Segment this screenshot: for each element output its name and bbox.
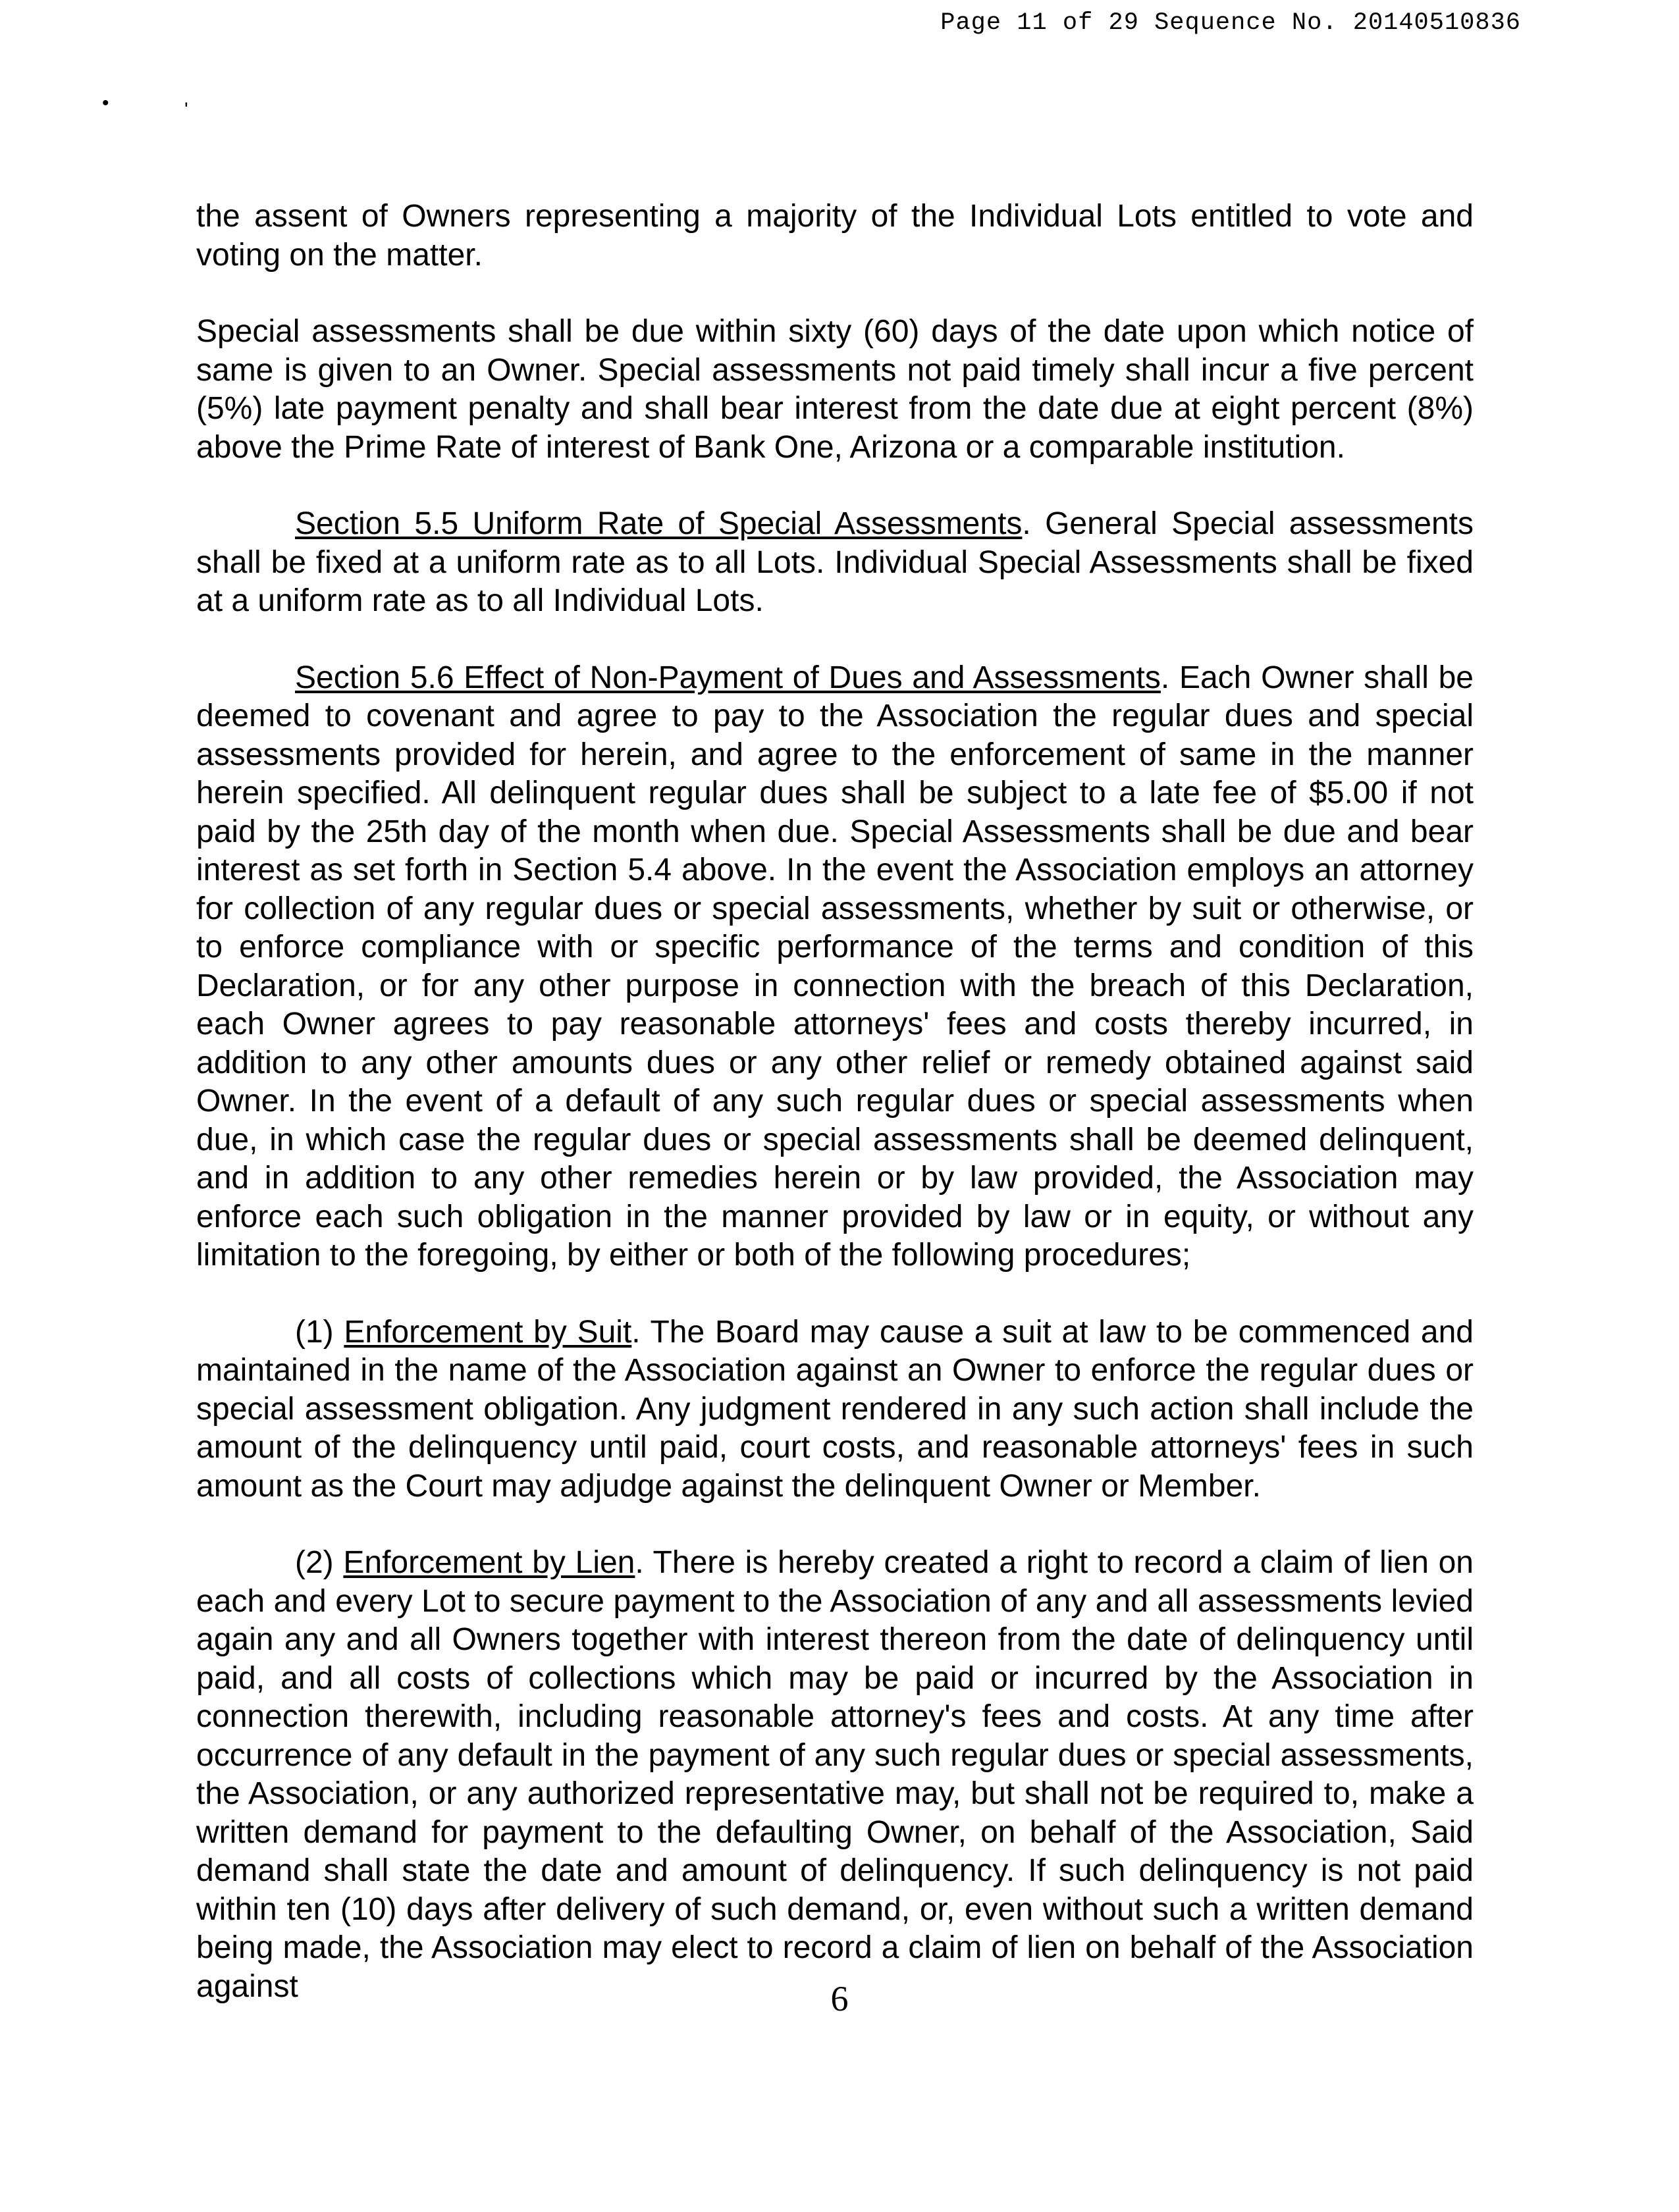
section-5-5 [196,505,1474,621]
item-1-text: . The Board may cause a suit at law to be commenced and maintained in the name of the Association against an Owner to enforce the regular dues or special assessment obligation. Any judgment rendered in any such action shall include the amount of the delinquency until paid, court costs, and reasonable attorneys' fees in such amount as the Court may adjudge against the delinquent Owner or Member. [196,1314,1474,1504]
item-1-prefix: (1) [295,1314,344,1350]
item-2-prefix: (2) [295,1545,344,1580]
document-body [196,198,1474,2006]
section-5-6-text: . Each Owner shall be deemed to covenant and agree to pay to the Association the regular dues and special assessments provided for herein, and agree to the enforcement of same in the manner herein specified. All delinquent regular dues shall be subject to a late fee of $5.00 if not paid by the 25th day of the month when due. Special Assessments shall be due and bear interest as set forth in Section 5.4 above. In the event the Association employs an attorney for collection of any regular dues or special assessments, whether by suit or otherwise, or to enforce compliance with or specific performance of the terms and condition of this Declaration, or for any other purpose in connection with the breach of this Declaration, each Owner agrees to pay reasonable attorneys' fees and costs thereby incurred, in addition to any other amounts dues or any other relief or remedy obtained against said Owner. In the event of a default of any such regular dues or special assessments when due, in which case the regular dues or special assessments shall be deemed delinquent, and in addition to any other remedies herein or by law provided, the Association may enforce each such obligation in the manner provided by law or in equity, or without any limitation to the foregoing, by either or both of the following procedures; [196,660,1474,1273]
item-enforcement-by-lien [196,1544,1474,2006]
page-number: 6 [830,1979,849,2018]
section-5-6 [196,659,1474,1275]
section-5-6-heading: Section 5.6 Effect of Non-Payment of Dues and Assessments [295,660,1161,695]
item-2-heading: Enforcement by Lien [343,1545,635,1580]
section-5-5-heading: Section 5.5 Uniform Rate of Special Assessments [295,506,1023,541]
section-5-5-text: . General Special assessments shall be fixed at a uniform rate as to all Lots. Individual Special Assessments shall be fixed at a uniform rate as to all Individual Lots. [196,506,1474,618]
item-enforcement-by-suit [196,1313,1474,1506]
item-1-heading: Enforcement by Suit [344,1314,632,1350]
scan-dot-mark: • [102,92,109,114]
paragraph-assent: the assent of Owners representing a majority of the Individual Lots entitled to vote and voting on the matter. [196,199,1474,273]
scan-tick-mark: ʹ [184,99,188,120]
item-2-text: . There is hereby created a right to record a claim of lien on each and every Lot to secure payment to the Association of any and all assessments levied again any and all Owners together with interest thereon from the date of delinquency until paid, and all costs of collections which may be paid or incurred by the Association in connection therewith, including reasonable attorney's fees and costs. At any time after occurrence of any default in the payment of any such regular dues or special assessments, the Association, or any authorized representative may, but shall not be required to, make a written demand for payment to the defaulting Owner, on behalf of the Association, Said demand shall state the date and amount of delinquency. If such delinquency is not paid within ten (10) days after delivery of such demand, or, even without such a written demand being made, the Association may elect to record a claim of lien on behalf of the Association against [196,1545,1474,2004]
paragraph-special-assessments-due: Special assessments shall be due within sixty (60) days of the date upon which notice of same is given to an Owner. Special assessments not paid timely shall incur a five percent (5%) late payment penalty and shall bear interest from the date due at eight percent (8%) above the Prime Rate of interest of Bank One, Arizona or a comparable institution. [196,314,1474,465]
page-sequence-header: Page 11 of 29 Sequence No. 20140510836 [940,9,1521,37]
